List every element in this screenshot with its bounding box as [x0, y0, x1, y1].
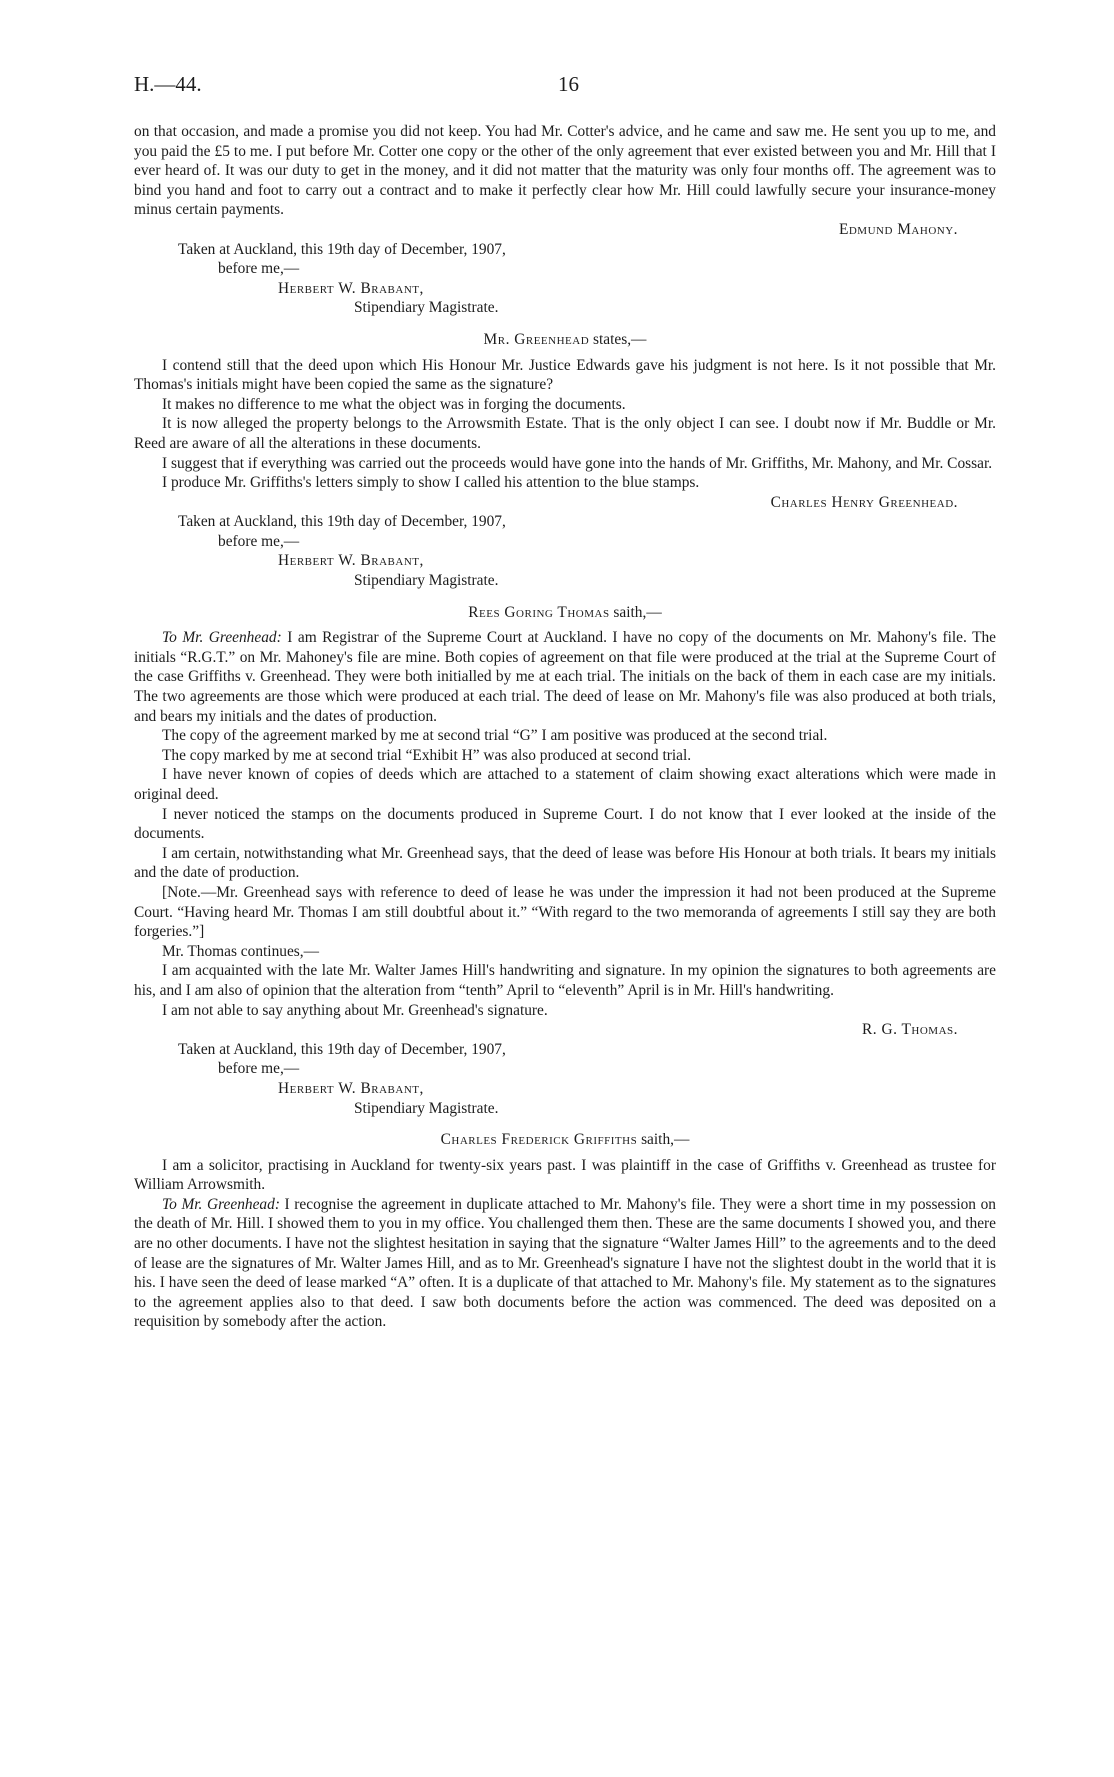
- thomas-paragraph: To Mr. Greenhead: I am Registrar of the Supreme Court at Auckland. I have no copy of the documents on Mr. Mahony's file. The initials “R.G.T.” on Mr. Mahoney's file are mine. Both copies of agreement on that file were produced at the trial at the Supreme Court of the case Griffiths v. Greenhead. They were both initialled by me at each trial. The initials on the back of them in each case are my initials. The two agreements are those which were produced at each trial. The deed of lease on Mr. Mahony's file was also produced at both trials, and bears my initials and the dates of production.: [134, 629, 996, 725]
- heading-verb: states,—: [589, 330, 647, 348]
- thomas-paragraph: The copy of the agreement marked by me at second trial “G” I am positive was produced at the second trial.: [162, 727, 828, 745]
- thomas-paragraph: Mr. Thomas continues,—: [162, 942, 320, 960]
- greenhead-paragraph: I contend still that the deed upon which His Honour Mr. Justice Edwards gave his judgment is not here. Is it not possible that Mr. Thomas's initials might have been copied the same as the signature?: [134, 356, 996, 394]
- greenhead-paragraph: I suggest that if everything was carried out the proceeds would have gone into the hands of Mr. Griffiths, Mr. Mahony, and Mr. Cossar.: [162, 454, 993, 472]
- magistrate-title: Stipendiary Magistrate.: [354, 1099, 499, 1117]
- heading-verb: saith,—: [609, 603, 662, 621]
- addressee-lead: To Mr. Greenhead:: [162, 629, 282, 647]
- mahony-paragraph: on that occasion, and made a promise you did not keep. You had Mr. Cotter's advice, and he came and saw me. He sent you up to me, and you paid the £5 to me. I put before Mr. Cotter one copy or the other of the only agreement that ever existed between you and Mr. Hill that I ever heard of. It was our duty to get in the money, and it did not matter that the maturity was only four months off. The agreement was to bind you hand and foot to carry out a contract and to make it perfectly clear how Mr. Hill could lawfully secure your insurance-money minus certain payments.: [134, 123, 996, 219]
- before-me-line: before me,—: [218, 532, 300, 550]
- griffiths-heading: [134, 1130, 996, 1150]
- note-paragraph: [Note.—Mr. Greenhead says with reference to deed of lease he was under the impression it had not been produced at the Supreme Court. “Having heard Mr. Thomas I am still doubtful about it.” “With regard to the two memoranda of agreements I still say they are both forgeries.”]: [134, 883, 996, 941]
- griffiths-paragraph: I am a solicitor, practising in Auckland for twenty-six years past. I was plaintiff in the case of Griffiths v. Greenhead as trustee for William Arrowsmith.: [134, 1156, 996, 1194]
- magistrate-title: Stipendiary Magistrate.: [354, 299, 499, 317]
- magistrate-title: Stipendiary Magistrate.: [354, 572, 499, 590]
- magistrate-name: Herbert W. Brabant,: [278, 279, 424, 297]
- greenhead-paragraph: I produce Mr. Griffiths's letters simply to show I called his attention to the blue stamps.: [162, 474, 700, 492]
- document-body: [134, 122, 996, 1332]
- greenhead-heading: [134, 330, 996, 350]
- greenhead-paragraph: It is now alleged the property belongs to the Arrowsmith Estate. That is the only object I can see. I doubt now if Mr. Buddle or Mr. Reed are aware of all the alterations in these documents.: [134, 415, 996, 452]
- thomas-signature: R. G. Thomas.: [862, 1021, 958, 1039]
- greenhead-signature: Charles Henry Greenhead.: [770, 493, 958, 511]
- thomas-paragraph: I am certain, notwithstanding what Mr. Greenhead says, that the deed of lease was before His Honour at both trials. It bears my initials and the date of production.: [134, 844, 996, 882]
- mahony-signature: Edmund Mahony.: [838, 220, 958, 238]
- thomas-paragraph: I never noticed the stamps on the documents produced in Supreme Court. I do not know that I ever looked at the inside of the documents.: [134, 805, 996, 843]
- taken-at-line: Taken at Auckland, this 19th day of December, 1907,: [178, 1040, 506, 1058]
- heading-verb: saith,—: [637, 1131, 690, 1149]
- page-number: 16: [558, 72, 579, 96]
- before-me-line: before me,—: [218, 260, 300, 278]
- greenhead-paragraph: It makes no difference to me what the object was in forging the documents.: [162, 395, 626, 413]
- report-reference: H.—44.: [134, 72, 202, 96]
- taken-at-line: Taken at Auckland, this 19th day of December, 1907,: [178, 240, 506, 258]
- thomas-paragraph: I am not able to say anything about Mr. Greenhead's signature.: [162, 1001, 548, 1019]
- thomas-paragraph: I am acquainted with the late Mr. Walter James Hill's handwriting and signature. In my opinion the signatures to both agreements are his, and I am also of opinion that the alteration from “tenth” April to “eleventh” April is in Mr. Hill's handwriting.: [134, 962, 996, 999]
- addressee-lead: To Mr. Greenhead:: [162, 1195, 280, 1213]
- griffiths-paragraph: To Mr. Greenhead: I recognise the agreement in duplicate attached to Mr. Mahony's file. They were a short time in my possession on the death of Mr. Hill. I showed them to you in my office. You challenged them then. These are the same documents I showed you, and there are no other documents. I have not the slightest hesitation in saying that the signature “Walter James Hill” to the agreements and to the deed of lease are the signatures of Mr. Walter James Hill, and as to Mr. Greenhead's signature I have not the slightest doubt in the world that it is his. I have seen the deed of lease marked “A” often. It is a duplicate of that attached to Mr. Mahony's file. My statement as to the signatures to the agreement applies also to that deed. I saw both documents before the action was commenced. The deed was deposited on a requisition by somebody after the action.: [134, 1195, 997, 1331]
- witness-name: Rees Goring Thomas: [468, 603, 610, 621]
- thomas-paragraph: I have never known of copies of deeds which are attached to a statement of claim showing exact alterations which were made in original deed.: [134, 766, 996, 803]
- witness-name: Charles Frederick Griffiths: [440, 1131, 638, 1149]
- page-header: [134, 72, 994, 102]
- before-me-line: before me,—: [218, 1060, 300, 1078]
- thomas-paragraph: The copy marked by me at second trial “Exhibit H” was also produced at second trial.: [162, 746, 692, 764]
- witness-name: Mr. Greenhead: [483, 330, 590, 348]
- magistrate-name: Herbert W. Brabant,: [278, 1079, 424, 1097]
- taken-at-line: Taken at Auckland, this 19th day of December, 1907,: [178, 513, 506, 531]
- thomas-heading: [134, 603, 996, 623]
- magistrate-name: Herbert W. Brabant,: [278, 552, 424, 570]
